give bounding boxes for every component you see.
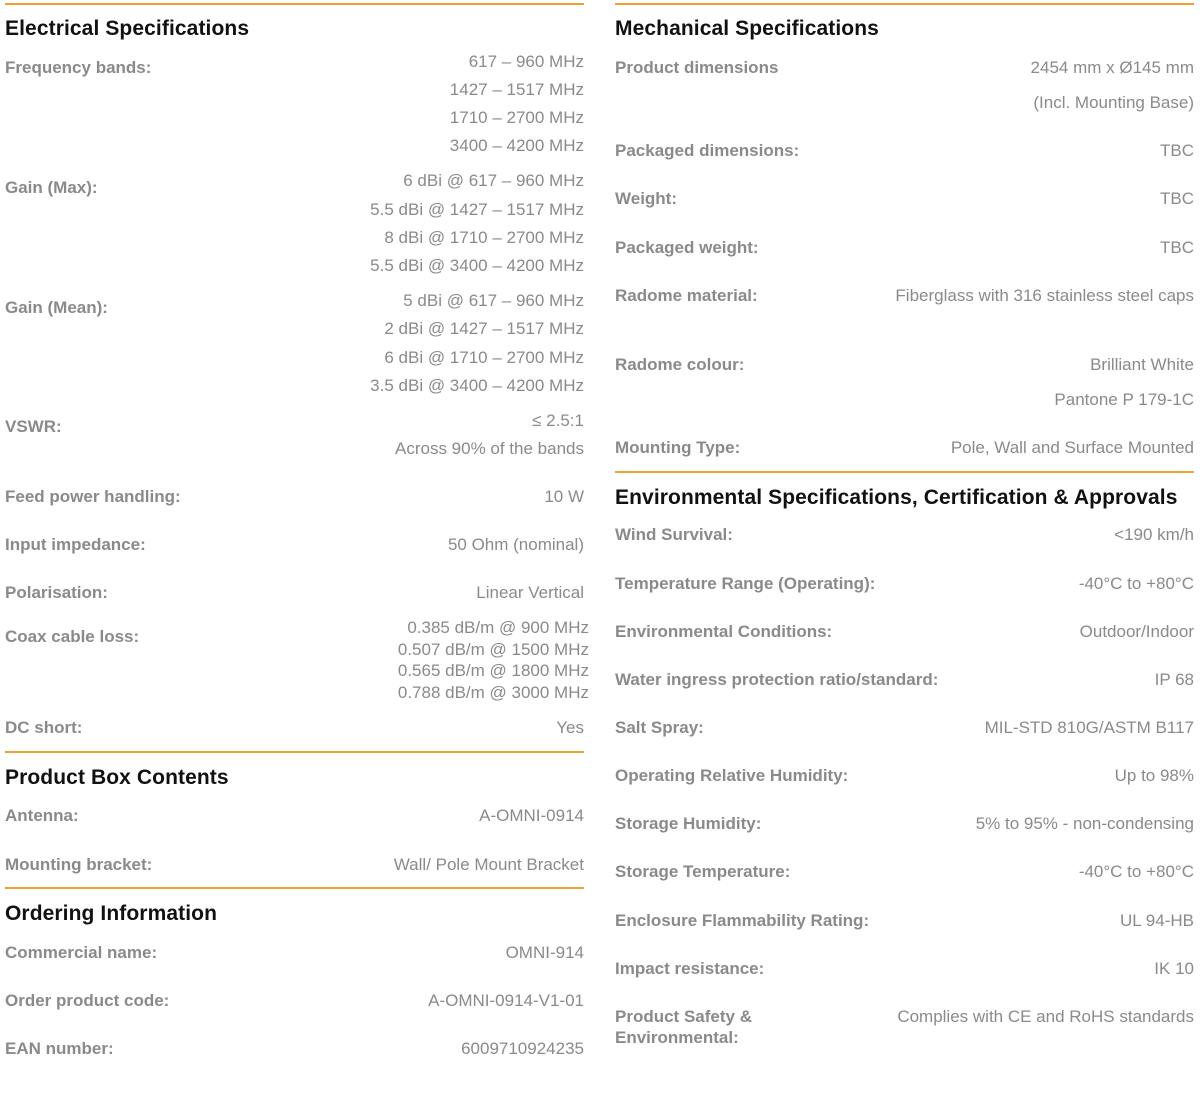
impedance-value: 50 Ohm (nominal) xyxy=(447,535,584,554)
gain-max-value: 5.5 dBi @ 1427 – 1517 MHz xyxy=(370,200,584,219)
dc-short-value: Yes xyxy=(556,718,584,737)
gain-mean-label: Gain (Mean): xyxy=(5,298,108,317)
dimensions-value: (Incl. Mounting Base) xyxy=(1033,93,1194,112)
ordering-title: Ordering Information xyxy=(5,902,217,925)
flammability-value: UL 94-HB xyxy=(1119,911,1194,930)
safety-label: Product Safety & xyxy=(615,1007,752,1026)
polarisation-value: Linear Vertical xyxy=(476,583,584,602)
ean-label: EAN number: xyxy=(5,1039,114,1058)
coax-value: 0.507 dB/m @ 1500 MHz xyxy=(397,640,589,659)
conditions-value: Outdoor/Indoor xyxy=(1079,622,1194,641)
box-contents-title: Product Box Contents xyxy=(5,766,229,789)
temp-storage-value: -40°C to +80°C xyxy=(1078,862,1194,881)
impact-label: Impact resistance: xyxy=(615,959,765,978)
order-code-label: Order product code: xyxy=(5,991,170,1010)
dimensions-label: Product dimensions xyxy=(615,58,779,77)
feed-power-label: Feed power handling: xyxy=(5,487,181,506)
safety-label: Environmental: xyxy=(615,1028,739,1047)
ingress-value: IP 68 xyxy=(1154,670,1194,689)
packaged-weight-value: TBC xyxy=(1160,238,1194,257)
frequency-value: 617 – 960 MHz xyxy=(468,52,584,71)
wind-value: <190 km/h xyxy=(1114,525,1194,544)
vswr-value: Across 90% of the bands xyxy=(394,439,584,458)
coax-label: Coax cable loss: xyxy=(5,627,140,646)
radome-colour-value: Pantone P 179-1C xyxy=(1054,390,1194,409)
frequency-value: 1710 – 2700 MHz xyxy=(449,108,584,127)
antenna-label: Antenna: xyxy=(5,806,79,825)
packaged-dimensions-value: TBC xyxy=(1160,141,1194,160)
electrical-title: Electrical Specifications xyxy=(5,17,250,40)
temp-storage-label: Storage Temperature: xyxy=(615,862,791,881)
section-divider xyxy=(615,3,1194,5)
salt-spray-label: Salt Spray: xyxy=(615,718,704,737)
commercial-name-label: Commercial name: xyxy=(5,943,158,962)
commercial-name-value: OMNI-914 xyxy=(505,943,584,962)
gain-max-value: 8 dBi @ 1710 – 2700 MHz xyxy=(384,228,584,247)
section-divider xyxy=(5,887,584,889)
environmental-title: Environmental Specifications, Certification & Approvals xyxy=(615,486,1178,509)
humidity-operating-label: Operating Relative Humidity: xyxy=(615,766,849,785)
temp-operating-value: -40°C to +80°C xyxy=(1078,574,1194,593)
section-divider xyxy=(5,3,584,5)
impedance-label: Input impedance: xyxy=(5,535,146,554)
humidity-storage-value: 5% to 95% - non-condensing xyxy=(975,814,1194,833)
frequency-label: Frequency bands: xyxy=(5,58,152,77)
bracket-label: Mounting bracket: xyxy=(5,855,153,874)
coax-value: 0.565 dB/m @ 1800 MHz xyxy=(397,661,589,680)
salt-spray-value: MIL-STD 810G/ASTM B117 xyxy=(984,718,1194,737)
radome-material-label: Radome material: xyxy=(615,286,758,305)
humidity-operating-value: Up to 98% xyxy=(1114,766,1194,785)
gain-max-value: 6 dBi @ 617 – 960 MHz xyxy=(403,171,584,190)
vswr-value: ≤ 2.5:1 xyxy=(532,411,584,430)
gain-mean-value: 2 dBi @ 1427 – 1517 MHz xyxy=(384,319,584,338)
polarisation-label: Polarisation: xyxy=(5,583,108,602)
gain-mean-value: 3.5 dBi @ 3400 – 4200 MHz xyxy=(370,376,584,395)
vswr-label: VSWR: xyxy=(5,417,62,436)
weight-value: TBC xyxy=(1160,189,1194,208)
temp-operating-label: Temperature Range (Operating): xyxy=(615,574,876,593)
radome-colour-value: Brilliant White xyxy=(1090,355,1194,374)
dimensions-value: 2454 mm x Ø145 mm xyxy=(1030,58,1194,77)
section-divider xyxy=(5,751,584,753)
conditions-label: Environmental Conditions: xyxy=(615,622,833,641)
bracket-value: Wall/ Pole Mount Bracket xyxy=(393,855,584,874)
antenna-value: A-OMNI-0914 xyxy=(479,806,584,825)
humidity-storage-label: Storage Humidity: xyxy=(615,814,762,833)
section-divider xyxy=(615,471,1194,473)
gain-mean-value: 5 dBi @ 617 – 960 MHz xyxy=(403,291,584,310)
frequency-value: 1427 – 1517 MHz xyxy=(449,80,584,99)
gain-max-label: Gain (Max): xyxy=(5,178,98,197)
gain-max-value: 5.5 dBi @ 3400 – 4200 MHz xyxy=(370,256,584,275)
frequency-value: 3400 – 4200 MHz xyxy=(449,136,584,155)
coax-value: 0.788 dB/m @ 3000 MHz xyxy=(397,683,589,702)
flammability-label: Enclosure Flammability Rating: xyxy=(615,911,870,930)
ingress-label: Water ingress protection ratio/standard: xyxy=(615,670,939,689)
gain-mean-value: 6 dBi @ 1710 – 2700 MHz xyxy=(384,348,584,367)
packaged-dimensions-label: Packaged dimensions: xyxy=(615,141,800,160)
feed-power-value: 10 W xyxy=(544,487,584,506)
mounting-type-label: Mounting Type: xyxy=(615,438,741,457)
coax-value: 0.385 dB/m @ 900 MHz xyxy=(407,618,589,637)
radome-material-value: Fiberglass with 316 stainless steel caps xyxy=(895,286,1194,305)
weight-label: Weight: xyxy=(615,189,678,208)
mounting-type-value: Pole, Wall and Surface Mounted xyxy=(950,438,1194,457)
radome-colour-label: Radome colour: xyxy=(615,355,745,374)
safety-value: Complies with CE and RoHS standards xyxy=(897,1007,1194,1026)
ean-value: 6009710924235 xyxy=(461,1039,584,1058)
impact-value: IK 10 xyxy=(1154,959,1194,978)
packaged-weight-label: Packaged weight: xyxy=(615,238,759,257)
dc-short-label: DC short: xyxy=(5,718,83,737)
mechanical-title: Mechanical Specifications xyxy=(615,17,879,40)
wind-label: Wind Survival: xyxy=(615,525,733,544)
order-code-value: A-OMNI-0914-V1-01 xyxy=(428,991,584,1010)
